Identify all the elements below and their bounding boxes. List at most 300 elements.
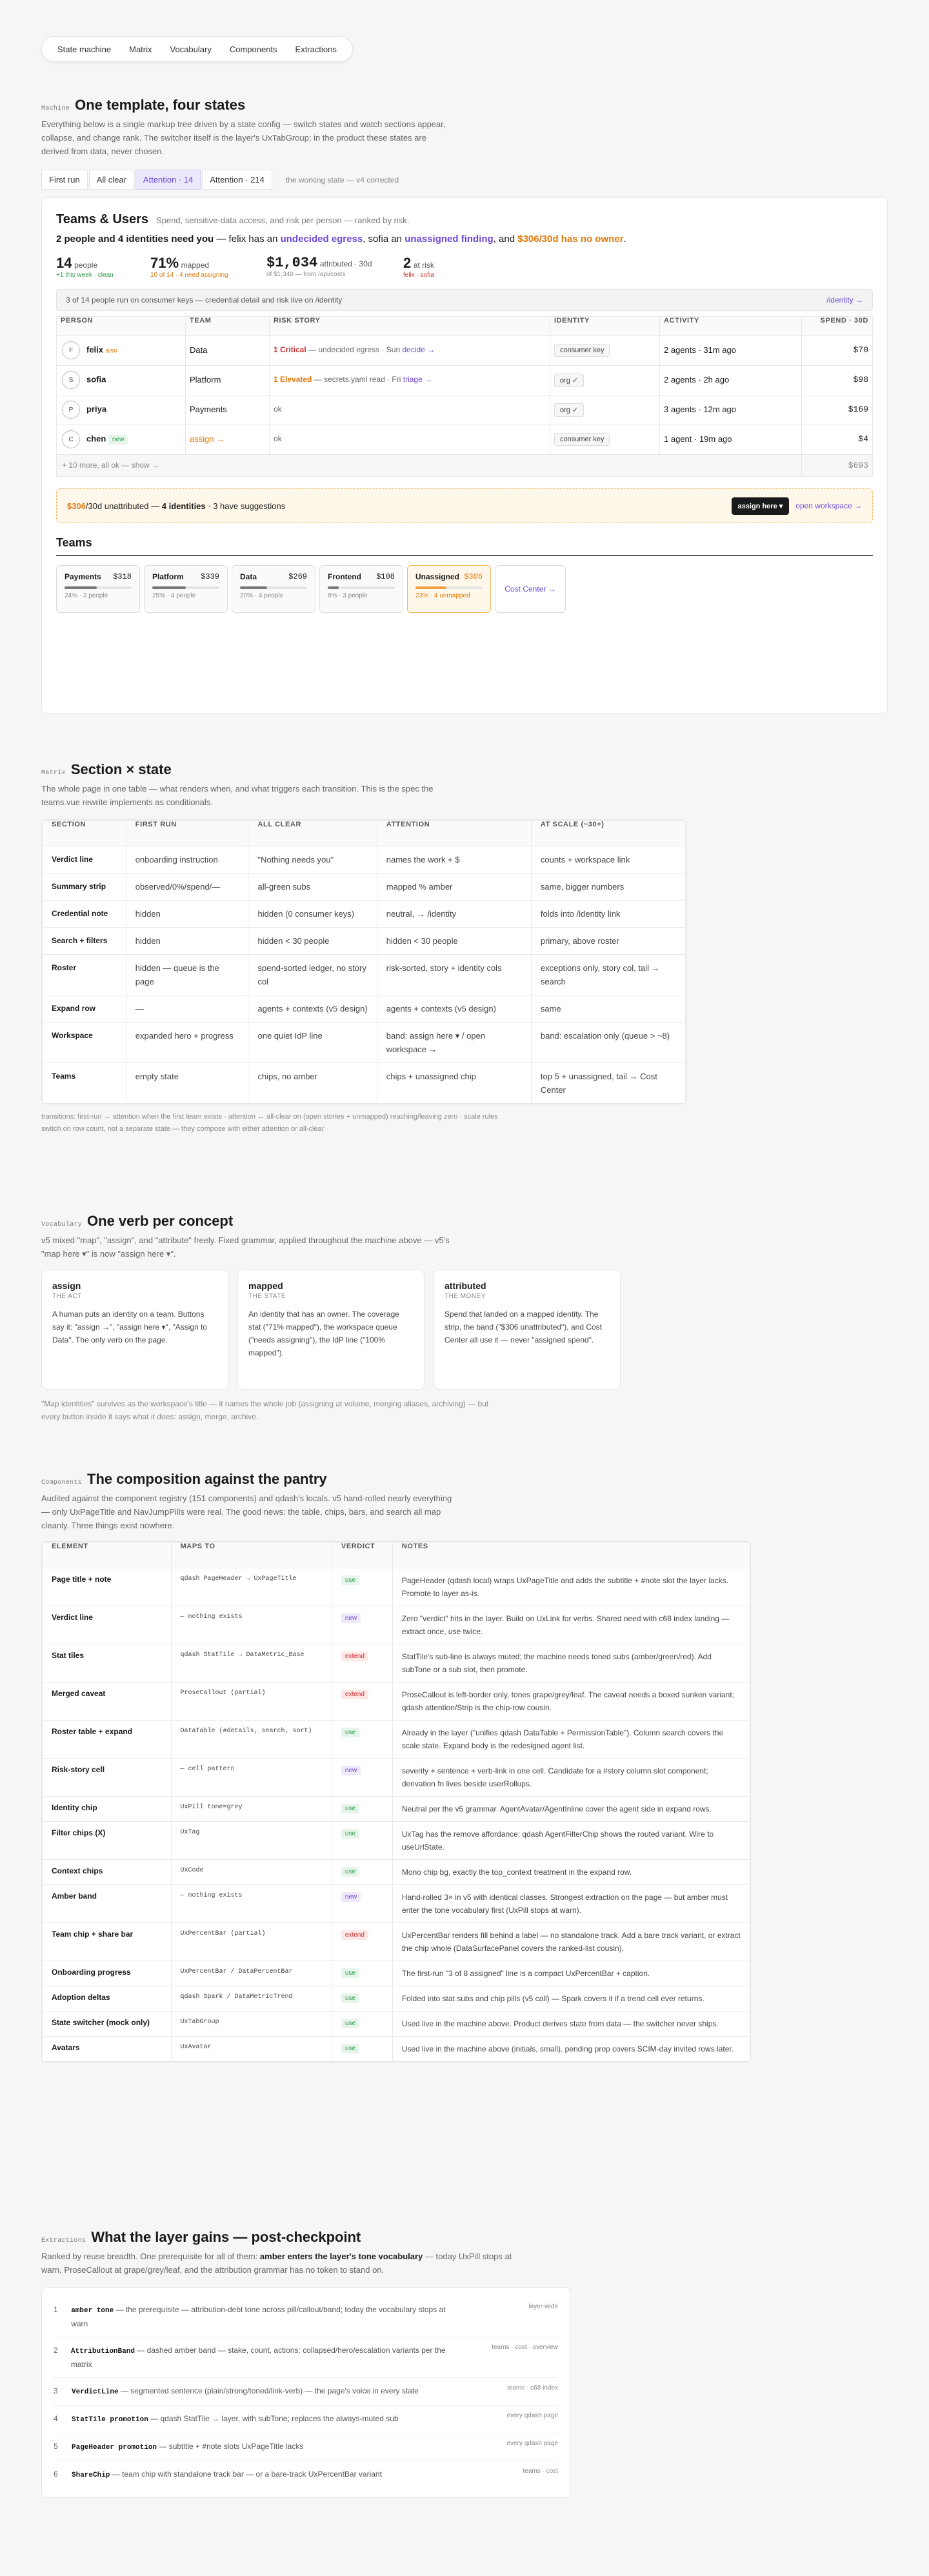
comp-notes: StatTile's sub-line is always muted; the machine needs toned subs (amber/green/red). Add subTone or a sub slot, then promote.	[392, 1644, 750, 1682]
extraction-item	[54, 2337, 558, 2378]
stat-unit: at risk	[413, 261, 434, 270]
activity-cell: 2 agents · 31m ago	[660, 336, 802, 366]
matrix-cell: all-green subs	[248, 874, 377, 901]
page-note: Spend, sensitive-data access, and risk per person — ranked by risk.	[156, 215, 410, 225]
extraction-rank: 3	[54, 2386, 58, 2395]
extraction-text	[72, 2440, 303, 2454]
identity-chip: org ✓	[554, 403, 584, 417]
team-sub: 8% · 3 people	[328, 592, 368, 599]
matrix-cell: same, bigger numbers	[531, 874, 685, 901]
verdict-strong: 2 people and 4 identities need you	[56, 234, 214, 245]
extraction-rank: 6	[54, 2470, 58, 2479]
assign-link[interactable]: assign →	[186, 425, 270, 455]
extraction-body	[54, 2412, 454, 2426]
comp-maps-to: UxCode	[171, 1860, 332, 1885]
matrix-row-label: Credential note	[43, 901, 126, 928]
triage-link[interactable]: triage →	[403, 375, 433, 384]
table-row	[43, 1860, 750, 1885]
extraction-item	[54, 2433, 558, 2461]
table-row	[43, 955, 686, 995]
matrix-col-header: FIRST RUN	[126, 821, 248, 846]
table-row	[43, 1063, 686, 1104]
table-row	[43, 901, 686, 928]
comp-maps-to: DataTable (#details, search, sort)	[171, 1721, 332, 1759]
extraction-where: teams · cost · overview	[492, 2344, 558, 2351]
person-name: felix	[86, 344, 104, 355]
comp-maps-to: UxPercentBar (partial)	[171, 1923, 332, 1961]
vocab-desc: Spend that landed on a mapped identity. The strip, the band ("$306 unattributed"), and Cost Center all use it — never "assigned spend".	[445, 1310, 603, 1344]
matrix-footnote: transitions: first-run → attention when the first team exists · attention ↔ all-clear on (open stories + unmapped) reaching/leaving zero · scale rules switch on row count, not a separate state — they compose with either attention or all-clear	[41, 1113, 498, 1133]
team-amount: $269	[288, 572, 307, 581]
table-row	[43, 995, 686, 1023]
severity: 1 Elevated	[274, 375, 312, 384]
matrix-col-header: AT SCALE (~30+)	[531, 821, 685, 846]
nav-matrix[interactable]: Matrix	[129, 44, 152, 54]
matrix-row-label: Roster	[43, 955, 126, 995]
extraction-where: teams · c68 index	[507, 2384, 558, 2391]
matrix-row-label: Search + filters	[43, 928, 126, 955]
extraction-key: VerdictLine	[72, 2388, 119, 2396]
tab-all-clear[interactable]: All clear	[89, 170, 134, 190]
extraction-body	[54, 2344, 454, 2371]
comp-element: State switcher (mock only)	[43, 2012, 172, 2037]
extraction-key: AttributionBand	[70, 2348, 135, 2355]
table-row[interactable]	[57, 395, 873, 425]
extraction-text	[72, 2468, 382, 2482]
table-row[interactable]	[57, 425, 873, 455]
extraction-body	[54, 2303, 454, 2330]
verdict-line	[56, 234, 873, 245]
more-spend: $693	[802, 455, 873, 477]
table-row	[43, 1023, 686, 1063]
comp-col-header: MAPS TO	[171, 1543, 332, 1568]
table-row	[43, 1961, 750, 1986]
team-chip[interactable]	[56, 565, 140, 613]
stat-value: 71%	[150, 255, 179, 271]
extraction-where: teams · cost	[523, 2468, 558, 2475]
matrix-cell: observed/0%/spend/—	[126, 874, 248, 901]
team-name: Payments	[65, 572, 101, 581]
comp-col-header: ELEMENT	[43, 1543, 172, 1568]
band-count: 4 identities	[161, 501, 206, 511]
table-row	[43, 874, 686, 901]
comp-notes: UxTag has the remove affordance; qdash AgentFilterChip shows the routed variant. Wire to useUrlState.	[392, 1822, 750, 1860]
extraction-desc: — qdash StatTile → layer, with subTone; replaces the always-muted sub	[148, 2414, 399, 2423]
extractions-list	[41, 2287, 570, 2498]
comp-maps-to: — cell pattern	[171, 1759, 332, 1797]
extraction-text	[71, 2344, 454, 2371]
story-text: — secrets.yaml read · Fri	[312, 375, 403, 384]
comp-notes: UxPercentBar renders fill behind a label — no standalone track. Add a bare track variant, or extract the chip whole (DataSurfacePanel covers the ranked-list cousin).	[392, 1923, 750, 1961]
activity-cell: 1 agent · 19m ago	[660, 425, 802, 455]
stat-tile	[403, 255, 481, 279]
stat-value: 14	[56, 255, 72, 271]
components-section	[41, 1471, 751, 2062]
comp-notes: Used live in the machine above (initials, small). pending prop covers SCIM-day invited rows later.	[392, 2037, 750, 2062]
extraction-key: PageHeader promotion	[72, 2444, 157, 2451]
comp-verdict	[332, 1961, 392, 1986]
stat-sub-tone: felix · sofia	[403, 272, 434, 279]
comp-verdict	[332, 1644, 392, 1682]
nav-state-machine[interactable]: State machine	[57, 44, 112, 54]
extraction-key: StatTile promotion	[72, 2416, 148, 2424]
team-cell: Payments	[186, 395, 270, 425]
table-row	[43, 1682, 750, 1721]
table-row	[43, 2012, 750, 2037]
matrix-cell: "Nothing needs you"	[248, 846, 377, 874]
stat-tile	[56, 255, 150, 279]
matrix-cell: empty state	[126, 1063, 248, 1104]
comp-notes: PageHeader (qdash local) wraps UxPageTitle and adds the subtitle + #note slot the layer lacks. Promote to layer as-is.	[392, 1568, 750, 1606]
comp-notes: Neutral per the v5 grammar. AgentAvatar/AgentInline cover the agent side in expand rows.	[392, 1797, 750, 1822]
story-text: ok	[270, 425, 550, 455]
machine-preview	[41, 197, 888, 714]
extraction-rank: 2	[54, 2346, 58, 2355]
verdict-text: , and	[493, 234, 518, 245]
stat-sub: 10 of 14 ·	[150, 272, 180, 279]
team-amount: $339	[201, 572, 219, 581]
components-table	[42, 1542, 750, 2062]
vocab-desc: A human puts an identity on a team. Buttons say it: "assign →", "assign here ▾", "Assign to Data". The only verb on the page.	[52, 1310, 208, 1344]
assign-here-button[interactable]: assign here ▾	[732, 497, 790, 515]
col-activity[interactable]: ACTIVITY	[660, 317, 802, 336]
lead-strong: amber enters the layer's tone vocabulary	[259, 2252, 423, 2261]
comp-maps-to: — nothing exists	[171, 1606, 332, 1644]
extraction-text	[71, 2303, 454, 2330]
comp-element: Onboarding progress	[43, 1961, 172, 1986]
teams-heading: Teams	[56, 536, 873, 556]
team-chip[interactable]	[319, 565, 403, 613]
person-name: sofia	[86, 374, 106, 384]
avatar: P	[62, 401, 80, 419]
share-bar-fill	[328, 586, 339, 589]
extraction-desc: — the prerequisite — attribution-debt tone across pill/callout/band; today the vocabulary stops at warn	[71, 2305, 446, 2328]
extraction-body	[54, 2384, 454, 2399]
matrix-cell: primary, above roster	[531, 928, 685, 955]
stat-sub-tone: 4 need assigning	[179, 272, 228, 279]
components-table-card	[41, 1541, 751, 2062]
matrix-cell: band: assign here ▾ / open workspace →	[377, 1023, 531, 1063]
comp-maps-to: qdash Spark / DataMetricTrend	[171, 1986, 332, 2012]
team-cell: Platform	[186, 366, 270, 395]
vocab-card	[237, 1270, 425, 1390]
verdict-badge: extend	[341, 1652, 368, 1661]
identity-link[interactable]: /identity →	[826, 295, 863, 305]
team-amount: $318	[113, 572, 132, 581]
section-eyebrow: Vocabulary	[41, 1221, 83, 1228]
verdict-link-owner[interactable]: $306/30d has no owner	[517, 234, 624, 245]
spend-cell: $98	[802, 366, 873, 395]
team-chip-unassigned[interactable]	[407, 565, 491, 613]
comp-notes: Mono chip bg, exactly the top_context treatment in the expand row.	[392, 1860, 750, 1885]
table-row	[43, 1986, 750, 2012]
section-title: Section × state	[70, 761, 172, 777]
comp-verdict	[332, 1923, 392, 1961]
nav-components[interactable]: Components	[229, 44, 277, 54]
decide-link[interactable]: decide →	[402, 345, 435, 354]
table-row[interactable]	[57, 336, 873, 366]
section-eyebrow: Machine	[41, 105, 70, 112]
verdict-badge: extend	[341, 1690, 368, 1699]
table-row	[43, 1759, 750, 1797]
extractions-section	[41, 2229, 570, 2498]
extraction-where: every qdash page	[506, 2440, 558, 2447]
extraction-desc: — subtitle + #note slots UxPageTitle lacks	[157, 2442, 304, 2451]
comp-element: Merged caveat	[43, 1682, 172, 1721]
comp-maps-to: UxPill tone=grey	[171, 1797, 332, 1822]
verdict-badge: use	[341, 2044, 359, 2053]
verdict-link-egress[interactable]: undecided egress	[280, 234, 363, 245]
extraction-body	[54, 2440, 454, 2454]
team-amount: $108	[376, 572, 395, 581]
col-team[interactable]: TEAM	[186, 317, 270, 336]
band-text: /30d unattributed —	[85, 501, 162, 511]
matrix-cell: expanded hero + progress	[126, 1023, 248, 1063]
table-row	[43, 1721, 750, 1759]
extraction-key: amber tone	[71, 2307, 114, 2315]
col-person[interactable]: PERSON	[57, 317, 186, 336]
share-bar-fill	[65, 586, 97, 589]
matrix-row-label: Verdict line	[43, 846, 126, 874]
vocab-cards	[41, 1270, 725, 1390]
verdict-badge: extend	[341, 1930, 368, 1940]
matrix-col-header: ATTENTION	[377, 821, 531, 846]
comp-verdict	[332, 1797, 392, 1822]
comp-element: Filter chips (X)	[43, 1822, 172, 1860]
comp-maps-to: — nothing exists	[171, 1885, 332, 1923]
col-spend[interactable]: SPEND · 30D	[802, 317, 873, 336]
comp-element: Context chips	[43, 1860, 172, 1885]
table-row	[43, 1797, 750, 1822]
extraction-where: layer-wide	[528, 2303, 558, 2310]
verdict-badge: use	[341, 1993, 359, 2003]
col-identity[interactable]: IDENTITY	[550, 317, 660, 336]
person-tag: also	[105, 347, 117, 355]
matrix-cell: hidden (0 consumer keys)	[248, 901, 377, 928]
extraction-text	[72, 2412, 399, 2426]
matrix-row-label: Workspace	[43, 1023, 126, 1063]
section-lead: v5 mixed "map", "assign", and "attribute" freely. Fixed grammar, applied throughout the machine above — v5's "map here ▾" is now "assign here ▾".	[41, 1235, 450, 1259]
comp-element: Roster table + expand	[43, 1721, 172, 1759]
comp-verdict	[332, 1885, 392, 1923]
avatar: S	[62, 371, 80, 389]
extraction-desc: — team chip with standalone track bar — or a bare-track UxPercentBar variant	[110, 2470, 382, 2479]
stat-sub-tone: clean	[97, 272, 114, 279]
col-risk-story[interactable]: RISK STORY	[270, 317, 550, 336]
vocab-word: attributed	[445, 1281, 486, 1291]
comp-element: Identity chip	[43, 1797, 172, 1822]
activity-cell: 2 agents · 2h ago	[660, 366, 802, 395]
comp-verdict	[332, 1568, 392, 1606]
section-lead: The whole page in one table — what renders when, and what triggers each transition. This is the spec the teams.vue rewrite implements as conditionals.	[41, 784, 434, 807]
extraction-rank: 4	[54, 2414, 58, 2423]
verdict-badge: use	[341, 2019, 359, 2028]
matrix-cell: agents + contexts (v5 design)	[248, 995, 377, 1023]
verdict-badge: use	[341, 1968, 359, 1978]
extraction-text	[72, 2384, 419, 2399]
team-chip[interactable]	[232, 565, 315, 613]
stat-sub: +1 this week ·	[56, 272, 98, 279]
table-row	[43, 1885, 750, 1923]
verdict-badge: new	[341, 1613, 361, 1623]
team-name: Data	[240, 572, 257, 581]
comp-maps-to: UxPercentBar / DataPercentBar	[171, 1961, 332, 1986]
verdict-text: , sofia an	[363, 234, 405, 245]
matrix-table-card	[41, 819, 686, 1104]
section-nav	[41, 36, 353, 62]
extraction-body	[54, 2468, 454, 2482]
share-bar-fill	[152, 586, 186, 589]
extraction-desc: — segmented sentence (plain/strong/toned/link-verb) — the page's voice in every state	[118, 2386, 419, 2395]
extraction-item	[54, 2297, 558, 2337]
spend-cell: $70	[802, 336, 873, 366]
comp-verdict	[332, 1606, 392, 1644]
extraction-item	[54, 2378, 558, 2406]
tab-first-run[interactable]: First run	[41, 170, 88, 190]
avatar: C	[62, 430, 80, 448]
state-switcher	[41, 170, 888, 190]
stat-tile	[150, 255, 266, 279]
matrix-row-label: Summary strip	[43, 874, 126, 901]
table-row	[43, 1606, 750, 1644]
vocab-footnote: "Map identities" survives as the workspace's title — it names the whole job (assigning at volume, merging aliases, archiving) — but every button inside it says what it does: assign, merge, archive.	[41, 1399, 489, 1421]
team-sub: 24% · 3 people	[65, 592, 108, 599]
nav-extractions[interactable]: Extractions	[295, 44, 337, 54]
extraction-item	[54, 2406, 558, 2433]
table-row	[43, 846, 686, 874]
story-text: — undecided egress · Sun	[306, 345, 403, 354]
vocabulary-section	[41, 1213, 725, 1423]
team-name: Platform	[152, 572, 184, 581]
team-chip[interactable]	[144, 565, 228, 613]
identity-chip: consumer key	[554, 433, 610, 446]
matrix-row-label: Expand row	[43, 995, 126, 1023]
comp-maps-to: qdash StatTile → DataMetric_Base	[171, 1644, 332, 1682]
matrix-col-header: ALL CLEAR	[248, 821, 377, 846]
matrix-cell: exceptions only, story col, tail → search	[531, 955, 685, 995]
matrix-row-label: Teams	[43, 1063, 126, 1104]
open-workspace-link[interactable]: open workspace →	[795, 501, 862, 510]
activity-cell: 3 agents · 12m ago	[660, 395, 802, 425]
comp-element: Adoption deltas	[43, 1986, 172, 2012]
tab-attention-214[interactable]: Attention · 214	[202, 170, 272, 190]
section-title: One template, four states	[75, 97, 246, 113]
cost-center-link[interactable]	[495, 565, 566, 613]
verdict-badge: use	[341, 1829, 359, 1839]
comp-element: Risk-story cell	[43, 1759, 172, 1797]
cost-center-label: Cost Center →	[504, 584, 556, 594]
credential-note	[56, 289, 873, 311]
matrix-section	[41, 761, 725, 1135]
comp-verdict	[332, 1986, 392, 2012]
stat-unit: attributed · 30d	[319, 259, 372, 268]
comp-notes: Already in the layer ("unifies qdash DataTable + PermissionTable"). Column search covers the scale state. Expand body is the redesigned agent list.	[392, 1721, 750, 1759]
comp-notes: Used live in the machine above. Product derives state from data — the switcher never ships.	[392, 2012, 750, 2037]
matrix-cell: hidden < 30 people	[377, 928, 531, 955]
matrix-cell: chips, no amber	[248, 1063, 377, 1104]
comp-maps-to: qdash PageHeader → UxPageTitle	[171, 1568, 332, 1606]
comp-maps-to: UxAvatar	[171, 2037, 332, 2062]
matrix-cell: chips + unassigned chip	[377, 1063, 531, 1104]
comp-notes: severity + sentence + verb-link in one cell. Candidate for a #story column slot component; derivation fn lives beside userRollups.	[392, 1759, 750, 1797]
comp-maps-to: UxTag	[171, 1822, 332, 1860]
matrix-cell: onboarding instruction	[126, 846, 248, 874]
section-title: What the layer gains — post-checkpoint	[91, 2229, 361, 2245]
comp-verdict	[332, 2037, 392, 2062]
table-row	[43, 2037, 750, 2062]
comp-maps-to: ProseCallout (partial)	[171, 1682, 332, 1721]
vocab-card	[434, 1270, 621, 1390]
matrix-cell: same	[531, 995, 685, 1023]
section-title: One verb per concept	[87, 1213, 234, 1229]
vocab-kind: THE ACT	[52, 1293, 82, 1300]
comp-verdict	[332, 1721, 392, 1759]
verdict-text: .	[623, 234, 626, 245]
matrix-cell: hidden < 30 people	[248, 928, 377, 955]
matrix-cell: risk-sorted, story + identity cols	[377, 955, 531, 995]
team-name: Unassigned	[415, 572, 460, 581]
verdict-link-finding[interactable]: unassigned finding	[405, 234, 494, 245]
attribution-band	[56, 488, 873, 523]
page-title: Teams & Users	[56, 212, 149, 226]
vocab-desc: An identity that has an owner. The coverage stat ("71% mapped"), the workspace queue ("needs assigning"), the IdP line ("100% mapped").	[248, 1310, 399, 1357]
lead-text: — today UxPill stops at warn, ProseCallout at grape/grey/leaf, and the attribution grammar has no token to stand on.	[41, 2252, 512, 2275]
comp-notes: Hand-rolled 3× in v5 with identical classes. Strongest extraction on the page — but amber must enter the tone vocabulary first (UxPill stops at warn).	[392, 1885, 750, 1923]
extraction-rank: 5	[54, 2442, 58, 2451]
avatar: F	[62, 341, 80, 359]
show-more-link[interactable]: + 10 more, all ok — show →	[57, 455, 802, 477]
extraction-rank: 1	[54, 2305, 58, 2314]
comp-verdict	[332, 1759, 392, 1797]
extraction-item	[54, 2461, 558, 2488]
stat-unit: mapped	[181, 261, 210, 270]
machine-section	[41, 97, 888, 714]
matrix-cell: mapped % amber	[377, 874, 531, 901]
stat-tile	[266, 255, 403, 279]
vocab-card	[41, 1270, 228, 1390]
section-lead: Everything below is a single markup tree driven by a state config — switch states and watch sections appear, collapse, and change rank. The switcher itself is the layer's UxTabGroup; in the product these states are derived from data, never chosen.	[41, 119, 446, 156]
identity-chip: org ✓	[554, 374, 584, 387]
matrix-cell: spend-sorted ledger, no story col	[248, 955, 377, 995]
credential-text: 3 of 14 people run on consumer keys — credential detail and risk live on /identity	[66, 295, 343, 305]
identity-chip: consumer key	[554, 344, 610, 357]
lead-text: Ranked by reuse breadth. One prerequisite for all of them:	[41, 2252, 260, 2261]
person-name: priya	[86, 404, 107, 414]
band-text: · 3 have suggestions	[205, 501, 286, 511]
new-badge: new	[108, 435, 128, 444]
section-lead: Audited against the component registry (151 components) and qdash's locals. v5 hand-rolled nearly everything — only UxPageTitle and NavJumpPills were real. The good news: the table, chips, bars, and search all map cleanly. Three things exist nowhere.	[41, 1493, 452, 1530]
tab-note: the working state — v4 corrected	[285, 175, 399, 185]
table-row[interactable]	[57, 366, 873, 395]
nav-vocabulary[interactable]: Vocabulary	[170, 44, 212, 54]
verdict-badge: use	[341, 1575, 359, 1585]
team-name: Frontend	[328, 572, 361, 581]
vocab-word: mapped	[248, 1281, 283, 1291]
table-row	[43, 1568, 750, 1606]
team-sub: 20% · 4 people	[240, 592, 284, 599]
verdict-badge: use	[341, 1867, 359, 1877]
share-bar-fill	[415, 586, 446, 589]
roster-table	[56, 316, 873, 477]
comp-verdict	[332, 2012, 392, 2037]
tab-attention-14[interactable]: Attention · 14	[135, 170, 201, 190]
table-row	[43, 928, 686, 955]
vocab-kind: THE STATE	[248, 1293, 286, 1300]
team-chips	[56, 565, 873, 613]
comp-element: Team chip + share bar	[43, 1923, 172, 1961]
matrix-cell: one quiet IdP line	[248, 1023, 377, 1063]
verdict-badge: new	[341, 1892, 361, 1902]
